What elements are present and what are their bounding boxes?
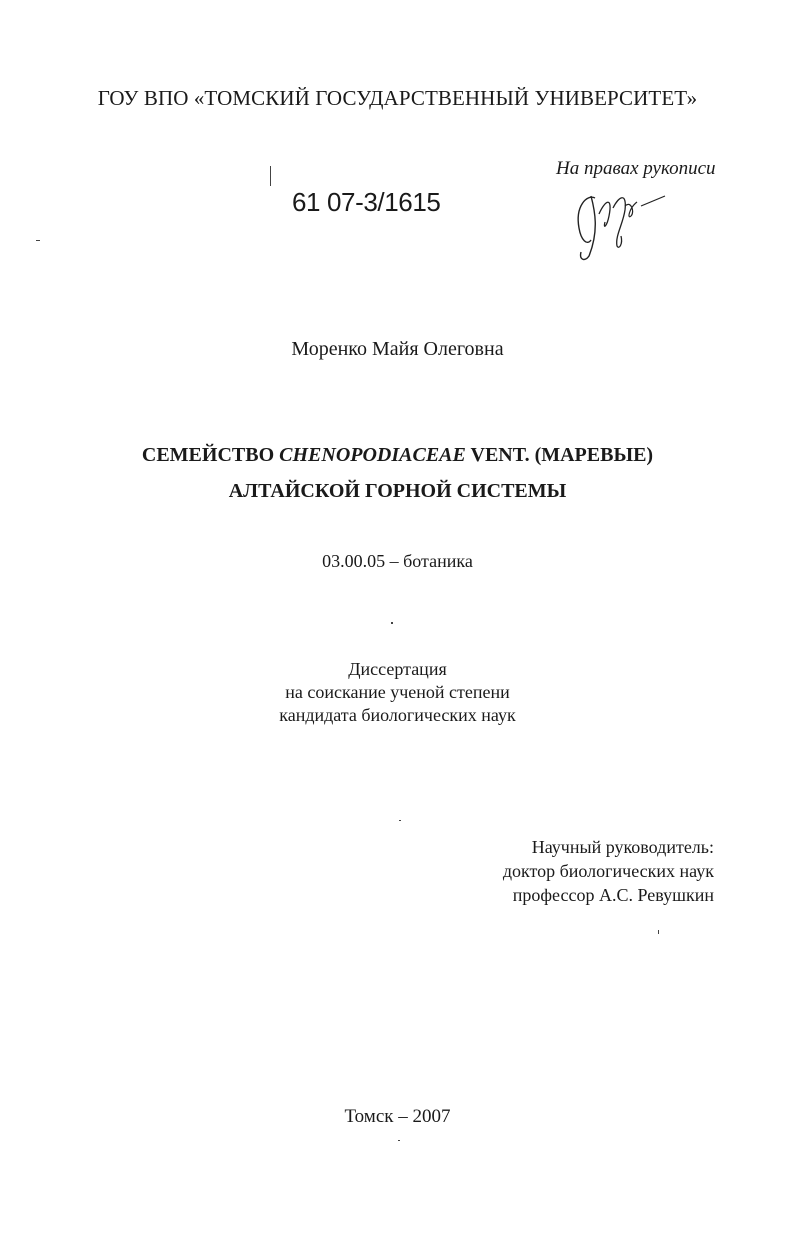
degree-line-2: на соискание ученой степени xyxy=(285,682,510,702)
degree-line-1: Диссертация xyxy=(348,659,447,679)
manuscript-rights-note: На правах рукописи xyxy=(556,158,716,179)
dissertation-title-line-2: АЛТАЙСКОЙ ГОРНОЙ СИСТЕМЫ xyxy=(228,480,567,502)
degree-line-3: кандидата биологических наук xyxy=(279,705,516,725)
title-prefix: СЕМЕЙСТВО xyxy=(141,444,280,466)
supervisor-label: Научный руководитель: xyxy=(531,837,714,857)
scan-mark xyxy=(270,166,271,186)
supervisor-degree: доктор биологических наук xyxy=(502,861,714,881)
institution-name: ГОУ ВПО «ТОМСКИЙ ГОСУДАРСТВЕННЫЙ УНИВЕРСИТЕТ» xyxy=(97,86,698,110)
scan-mark xyxy=(658,930,659,934)
city-year: Томск – 2007 xyxy=(344,1106,451,1127)
specialty-code: 03.00.05 – ботаника xyxy=(322,551,473,571)
scan-mark xyxy=(391,622,393,624)
catalog-number: 61 07-3/1615 xyxy=(292,187,441,217)
scan-mark xyxy=(36,240,40,241)
supervisor-name: профессор А.С. Ревушкин xyxy=(512,885,714,905)
handwritten-signature xyxy=(565,186,675,266)
scan-mark xyxy=(399,820,401,821)
dissertation-title-line-1 xyxy=(0,444,795,467)
scan-mark xyxy=(398,1140,400,1141)
author-name: Моренко Майя Олеговна xyxy=(291,338,504,360)
title-latin-name: CHENOPODIACEAE xyxy=(279,444,466,466)
title-suffix: VENT. (МАРЕВЫЕ) xyxy=(465,444,654,466)
